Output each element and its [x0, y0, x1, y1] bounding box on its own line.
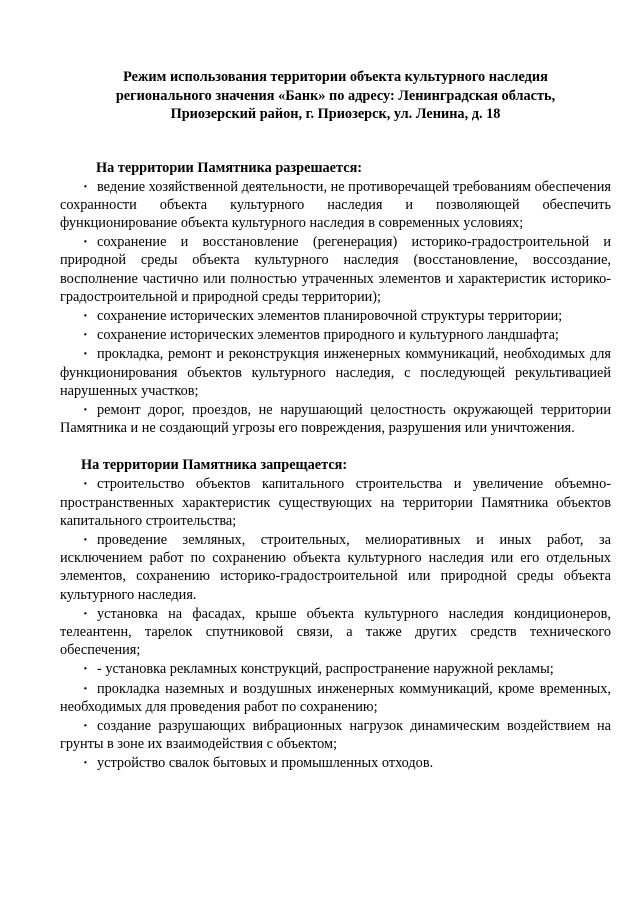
- list-item-text: проведение земляных, строительных, мелиоративных и иных работ, за исключением работ по сохранению объекта культурного наследия или его отдельных элементов, сохранению историко-градостроительной или природной среды объекта культурного наследия.: [60, 531, 611, 603]
- bullet-icon: ·: [83, 605, 88, 622]
- bullet-icon: ·: [83, 476, 88, 493]
- bullet-icon: ·: [83, 661, 88, 678]
- allowed-heading: На территории Памятника разрешается:: [96, 159, 363, 176]
- list-item-text: сохранение и восстановление (регенерация) историко-градостроительной и природной среды объекта культурного наследия (восстановление, воссоздание, восполнение частично или полностью утраченных элементов и характеристик историко-градостроительной и природной среды территории);: [60, 234, 611, 305]
- list-item: [60, 717, 611, 753]
- list-item-text: устройство свалок бытовых и промышленных отходов.: [97, 755, 434, 772]
- document-page: [60, 68, 611, 774]
- list-item: [60, 605, 611, 660]
- list-item-text: установка на фасадах, крыше объекта культурного наследия кондиционеров, телеантенн, тарелок спутниковой связи, а также других средств технического обеспечения;: [60, 605, 611, 659]
- bullet-icon: ·: [83, 401, 88, 418]
- list-item-text: сохранение исторических элементов планировочной структуры территории;: [97, 307, 563, 324]
- list-item-text: - установка рекламных конструкций, распространение наружной рекламы;: [97, 661, 554, 678]
- document-title: [60, 68, 611, 124]
- prohibited-section: [60, 456, 611, 772]
- title-line-1: Режим использования территории объекта культурного наследия: [123, 69, 548, 85]
- bullet-icon: ·: [83, 346, 88, 363]
- list-item: [60, 680, 611, 716]
- list-item: [60, 307, 611, 325]
- bullet-icon: ·: [83, 755, 88, 772]
- list-item: [60, 326, 611, 344]
- bullet-icon: ·: [83, 531, 88, 548]
- list-item-text: ведение хозяйственной деятельности, не противоречащей требованиям обеспечения сохранности объекта культурного наследия и позволяющей обеспечить функционирование объекта культурного наследия в современных условиях;: [60, 178, 611, 231]
- bullet-icon: ·: [83, 178, 88, 195]
- list-item: [60, 754, 611, 772]
- bullet-icon: ·: [83, 327, 88, 344]
- bullet-icon: ·: [83, 717, 88, 734]
- prohibited-list: [60, 475, 611, 772]
- list-item: [60, 475, 611, 530]
- list-item: [60, 531, 611, 604]
- list-item: [60, 401, 611, 437]
- title-line-3: Приозерский район, г. Приозерск, ул. Ленина, д. 18: [170, 106, 501, 122]
- list-item-text: ремонт дорог, проездов, не нарушающий целостность окружающей территории Памятника и не создающий угрозы его повреждения, разрушения или уничтожения.: [60, 401, 611, 437]
- bullet-icon: ·: [83, 307, 88, 324]
- list-item: [60, 178, 611, 233]
- bullet-icon: ·: [83, 234, 88, 251]
- list-item-text: создание разрушающих вибрационных нагрузок динамическим воздействием на грунты в зоне их взаимодействия с объектом;: [60, 717, 611, 753]
- bullet-icon: ·: [83, 680, 88, 697]
- title-line-2: регионального значения «Банк» по адресу: Ленинградская область,: [115, 87, 556, 104]
- allowed-list: [60, 178, 611, 438]
- list-item-text: строительство объектов капитального строительства и увеличение объемно-пространственных характеристик существующих на территории Памятника объектов капитального строительства;: [60, 476, 611, 529]
- list-item: [60, 233, 611, 306]
- prohibited-heading: На территории Памятника запрещается:: [81, 457, 348, 474]
- list-item: [60, 660, 611, 678]
- list-item-text: сохранение исторических элементов природного и культурного ландшафта;: [97, 327, 559, 344]
- allowed-section: [60, 159, 611, 438]
- list-item-text: прокладка, ремонт и реконструкция инженерных коммуникаций, необходимых для функционирования объектов культурного наследия, с последующей рекультивацией нарушенных участков;: [60, 346, 611, 399]
- list-item: [60, 345, 611, 400]
- list-item-text: прокладка наземных и воздушных инженерных коммуникаций, кроме временных, необходимых для проведения работ по сохранению;: [60, 680, 611, 715]
